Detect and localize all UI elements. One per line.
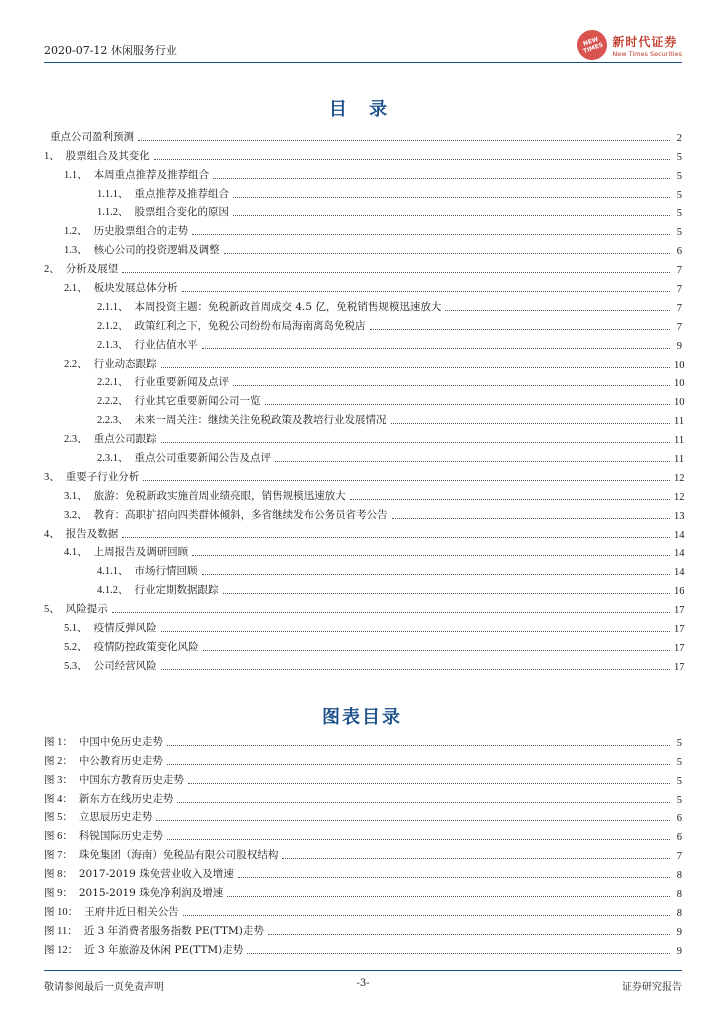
- entry-number: 1、: [44, 150, 60, 162]
- entry-label: [44, 488, 348, 503]
- entry-label: [44, 223, 190, 238]
- entry-text: 市场行情回顾: [134, 565, 198, 578]
- figure-entry[interactable]: [44, 806, 682, 825]
- figure-entry[interactable]: [44, 730, 682, 749]
- entry-label: [44, 507, 390, 522]
- entry-text: 历史股票组合的走势: [93, 225, 189, 238]
- entry-label: [44, 374, 231, 389]
- entry-text: 重点公司跟踪: [93, 433, 157, 446]
- entry-number: 图 5：: [44, 812, 73, 824]
- dot-leader: [161, 668, 670, 670]
- toc-entry[interactable]: [44, 559, 685, 579]
- toc-entry[interactable]: [44, 371, 685, 390]
- entry-label: [44, 431, 159, 446]
- entry-text: 本周投资主题：免税新政首周成交 4.5 亿，免税销售规模迅速放大: [134, 300, 442, 313]
- dot-leader: [161, 366, 670, 368]
- toc-entry[interactable]: [44, 352, 685, 371]
- toc-entry[interactable]: [44, 597, 685, 617]
- entry-number: 5、: [44, 604, 60, 616]
- dot-leader: [154, 158, 670, 160]
- entry-text: 行业其它重要新闻公司一览: [134, 395, 261, 408]
- entry-number: 2.2.3、: [97, 415, 129, 427]
- entry-number: 2、: [44, 264, 60, 276]
- dot-leader: [203, 649, 670, 651]
- entry-label: [44, 620, 159, 635]
- entry-label: [44, 809, 154, 824]
- entry-page-number: 7: [676, 321, 682, 333]
- entry-label: [44, 923, 266, 938]
- entry-number: 5.2、: [64, 641, 88, 653]
- entry-label: [44, 866, 236, 881]
- entry-label: [44, 280, 180, 295]
- dot-leader: [122, 271, 670, 273]
- entry-text: 风险提示: [65, 603, 108, 616]
- dot-leader: [233, 214, 670, 216]
- entry-page-number: 5: [676, 756, 682, 768]
- dot-leader: [268, 933, 670, 935]
- dot-leader: [238, 876, 670, 878]
- entry-label: [44, 772, 186, 787]
- entry-page-number: 17: [674, 624, 685, 636]
- entry-number: 图 9：: [44, 888, 73, 900]
- entry-page-number: 11: [674, 435, 685, 447]
- entry-text: 重点公司盈利预测: [50, 130, 134, 143]
- dot-leader: [213, 177, 670, 179]
- entry-label: [44, 658, 159, 673]
- entry-label: [44, 186, 231, 201]
- entry-text: 本周重点推荐及推荐组合: [93, 168, 210, 181]
- entry-page-number: 7: [676, 284, 682, 296]
- toc-entry[interactable]: [44, 125, 682, 144]
- entry-label: [44, 129, 136, 144]
- entry-label: [44, 942, 245, 957]
- table-of-contents: [44, 125, 685, 673]
- entry-page-number: 14: [674, 567, 685, 579]
- figure-entry[interactable]: [44, 843, 682, 862]
- entry-number: 2.3、: [64, 434, 88, 446]
- entry-label: [44, 885, 225, 900]
- entry-text: 2017-2019 珠免营业收入及增速: [78, 868, 234, 881]
- entry-text: 2015-2019 珠免净利润及增速: [78, 887, 224, 900]
- dot-leader: [233, 384, 670, 386]
- entry-number: 图 1：: [44, 736, 73, 748]
- dot-leader: [183, 914, 670, 916]
- entry-page-number: 11: [674, 454, 685, 466]
- entry-page-number: 10: [674, 378, 685, 390]
- toc-entry[interactable]: [44, 503, 685, 522]
- disclaimer-note: 敬请参阅最后一页免责声明: [44, 982, 164, 993]
- figure-entry[interactable]: [44, 881, 682, 900]
- figure-entry[interactable]: [44, 900, 682, 919]
- entry-page-number: 13: [674, 510, 685, 522]
- header-divider: [44, 62, 682, 63]
- entry-text: 行业估值水平: [134, 338, 198, 351]
- entry-number: 5.1、: [64, 623, 88, 635]
- entry-text: 行业重要新闻及点评: [134, 376, 229, 389]
- entry-number: 4、: [44, 528, 60, 540]
- dot-leader: [227, 895, 670, 897]
- page-number: -3-: [356, 978, 370, 989]
- entry-text: 重点公司重要新闻公告及点评: [134, 452, 271, 465]
- toc-entry[interactable]: [44, 446, 685, 466]
- entry-text: 公司经营风险: [93, 659, 157, 672]
- entry-page-number: 5: [676, 189, 682, 201]
- entry-page-number: 9: [676, 926, 682, 938]
- entry-label: [44, 167, 211, 182]
- toc-entry[interactable]: [44, 295, 682, 314]
- figures-title: 图表目录: [322, 707, 402, 728]
- logo-mark-icon: NEW TIMES: [573, 26, 611, 64]
- entry-number: 2.1.2、: [97, 320, 129, 332]
- entry-number: 4.1、: [64, 547, 88, 559]
- entry-page-number: 9: [676, 945, 682, 957]
- entry-page-number: 17: [674, 661, 685, 673]
- dot-leader: [445, 309, 670, 311]
- entry-text: 行业动态跟踪: [93, 357, 157, 370]
- toc-entry[interactable]: [44, 408, 685, 428]
- entry-number: 2.2.2、: [97, 396, 129, 408]
- toc-entry[interactable]: [44, 616, 685, 636]
- report-type: 证券研究报告: [622, 982, 682, 993]
- entry-number: 2.3.1、: [97, 453, 129, 465]
- entry-number: 图 12：: [44, 944, 79, 956]
- entry-page-number: 5: [676, 737, 682, 749]
- dot-leader: [233, 196, 670, 198]
- entry-page-number: 2: [676, 132, 682, 144]
- entry-number: 2.2、: [64, 358, 88, 370]
- toc-entry[interactable]: [44, 427, 685, 447]
- dot-leader: [167, 838, 670, 840]
- toc-entry[interactable]: [44, 163, 682, 182]
- figure-entry[interactable]: [44, 749, 682, 768]
- entry-page-number: 7: [676, 851, 682, 863]
- entry-number: 2.1.3、: [97, 339, 129, 351]
- entry-text: 立思辰历史走势: [78, 811, 153, 824]
- dot-leader: [192, 554, 670, 556]
- entry-number: 图 6：: [44, 831, 73, 843]
- entry-number: 图 2：: [44, 755, 73, 767]
- entry-number: 1.2、: [64, 226, 88, 238]
- entry-label: [44, 299, 443, 314]
- entry-label: [44, 261, 120, 276]
- figure-entry[interactable]: [44, 787, 682, 806]
- toc-entry[interactable]: [44, 333, 682, 352]
- entry-text: 股票组合变化的原因: [134, 206, 229, 219]
- entry-page-number: 5: [676, 227, 682, 239]
- entry-page-number: 9: [676, 340, 682, 352]
- toc-entry[interactable]: [44, 389, 685, 409]
- entry-number: 3.2、: [64, 509, 88, 521]
- dot-leader: [112, 611, 670, 613]
- entry-number: 图 3：: [44, 774, 73, 786]
- dot-leader: [161, 441, 670, 443]
- entry-label: [44, 601, 110, 616]
- page-header: [44, 30, 682, 60]
- dot-leader: [182, 290, 670, 292]
- entry-number: 1.1.1、: [97, 188, 129, 200]
- toc-entry[interactable]: [44, 541, 685, 560]
- entry-text: 中公教育历史走势: [78, 754, 163, 767]
- entry-number: 图 8：: [44, 869, 73, 881]
- entry-page-number: 17: [674, 605, 685, 617]
- toc-entry[interactable]: [44, 465, 685, 484]
- entry-text: 分析及展望: [65, 263, 119, 276]
- toc-entry[interactable]: [44, 182, 682, 201]
- entry-page-number: 8: [676, 870, 682, 882]
- toc-entry[interactable]: [44, 238, 682, 257]
- logo-chinese-name: 新时代证券: [612, 34, 678, 49]
- company-logo: [577, 30, 682, 60]
- entry-label: [44, 450, 273, 465]
- dot-leader: [247, 952, 670, 954]
- entry-number: 5.3、: [64, 660, 88, 672]
- toc-entry[interactable]: [44, 144, 682, 163]
- entry-page-number: 7: [676, 265, 682, 277]
- entry-page-number: 6: [676, 246, 682, 258]
- footer-divider: [44, 970, 682, 971]
- entry-number: 4.1.1、: [97, 566, 129, 578]
- entry-label: [44, 904, 181, 919]
- figure-entry[interactable]: [44, 862, 682, 881]
- entry-page-number: 5: [676, 151, 682, 163]
- entry-number: 图 10：: [44, 906, 79, 918]
- toc-entry[interactable]: [44, 201, 682, 220]
- entry-page-number: 5: [676, 170, 682, 182]
- dot-leader: [138, 139, 670, 141]
- entry-text: 政策红利之下，免税公司纷纷布局海南离岛免税店: [134, 319, 366, 332]
- entry-label: [44, 544, 190, 559]
- entry-text: 板块发展总体分析: [93, 282, 178, 295]
- dot-leader: [392, 517, 670, 519]
- dot-leader: [275, 460, 670, 462]
- entry-label: [44, 753, 165, 768]
- dot-leader: [177, 801, 670, 803]
- dot-leader: [167, 744, 670, 746]
- toc-entry[interactable]: [44, 578, 685, 598]
- dot-leader: [143, 479, 670, 481]
- entry-page-number: 10: [674, 359, 685, 371]
- entry-number: 图 7：: [44, 850, 73, 862]
- list-of-figures: [44, 730, 682, 957]
- entry-page-number: 14: [674, 548, 685, 560]
- entry-page-number: 14: [674, 529, 685, 541]
- dot-leader: [282, 857, 670, 859]
- entry-number: 2.2.1、: [97, 377, 129, 389]
- entry-page-number: 6: [676, 832, 682, 844]
- toc-title: 目 录: [328, 99, 396, 120]
- entry-label: [44, 639, 201, 654]
- entry-page-number: 5: [676, 775, 682, 787]
- entry-text: 旅游：免税新政实施首周业绩亮眼，销售规模迅速放大: [93, 489, 346, 502]
- toc-entry[interactable]: [44, 219, 682, 238]
- entry-page-number: 12: [674, 472, 685, 484]
- entry-label: [44, 356, 159, 371]
- entry-number: 2.1.1、: [97, 301, 129, 313]
- entry-number: 1.3、: [64, 245, 88, 257]
- entry-label: [44, 469, 141, 484]
- entry-text: 重要子行业分析: [65, 470, 140, 483]
- entry-page-number: 10: [674, 397, 685, 409]
- toc-entry[interactable]: [44, 635, 685, 654]
- toc-entry[interactable]: [44, 314, 682, 333]
- entry-number: 1.1.2、: [97, 207, 129, 219]
- dot-leader: [350, 498, 670, 500]
- entry-text: 王府井近日相关公告: [84, 905, 179, 918]
- entry-text: 股票组合及其变化: [65, 149, 150, 162]
- entry-text: 科锐国际历史走势: [78, 830, 163, 843]
- entry-number: 图 4：: [44, 793, 73, 805]
- toc-entry[interactable]: [44, 484, 685, 503]
- entry-text: 新东方在线历史走势: [78, 792, 174, 805]
- entry-label: [44, 204, 231, 219]
- entry-page-number: 11: [674, 416, 685, 428]
- entry-text: 行业定期数据跟踪: [134, 584, 219, 597]
- dot-leader: [188, 782, 670, 784]
- dot-leader: [370, 328, 671, 330]
- entry-number: 图 11：: [44, 925, 78, 937]
- figure-entry[interactable]: [44, 768, 682, 787]
- entry-label: [44, 393, 263, 408]
- entry-text: 近 3 年旅游及休闲 PE(TTM)走势: [84, 943, 244, 956]
- logo-english-name: New Times Securities: [612, 49, 682, 58]
- entry-label: [44, 242, 222, 257]
- entry-label: [44, 791, 175, 806]
- entry-text: 疫情反弹风险: [93, 622, 157, 635]
- dot-leader: [156, 819, 670, 821]
- figure-entry[interactable]: [44, 919, 682, 938]
- dot-leader: [391, 422, 671, 424]
- dot-leader: [192, 233, 670, 235]
- entry-label: [44, 148, 152, 163]
- entry-text: 报告及数据: [65, 527, 119, 540]
- toc-entry[interactable]: [44, 522, 685, 541]
- entry-number: 3、: [44, 471, 60, 483]
- dot-leader: [265, 403, 671, 405]
- dot-leader: [167, 763, 670, 765]
- figure-entry[interactable]: [44, 938, 682, 957]
- entry-text: 教育：高职扩招向四类群体倾斜，多省继续发布公务员省考公告: [93, 508, 388, 521]
- entry-number: 2.1、: [64, 283, 88, 295]
- entry-page-number: 5: [676, 208, 682, 220]
- entry-page-number: 6: [676, 813, 682, 825]
- figure-entry[interactable]: [44, 824, 682, 843]
- entry-page-number: 12: [674, 491, 685, 503]
- dot-leader: [224, 252, 670, 254]
- entry-label: [44, 337, 200, 352]
- dot-leader: [202, 347, 671, 349]
- entry-page-number: 16: [674, 586, 685, 598]
- report-date-sector: 2020-07-12 休闲服务行业: [44, 44, 177, 57]
- entry-text: 未来一周关注：继续关注免税政策及教培行业发展情况: [134, 414, 387, 427]
- entry-label: [44, 526, 120, 541]
- toc-entry[interactable]: [44, 257, 682, 276]
- dot-leader: [223, 592, 671, 594]
- toc-entry[interactable]: [44, 276, 682, 295]
- entry-label: [44, 734, 165, 749]
- entry-text: 重点推荐及推荐组合: [134, 187, 229, 200]
- entry-text: 中国东方教育历史走势: [78, 773, 184, 786]
- entry-label: [44, 412, 389, 427]
- entry-text: 近 3 年消费者服务指数 PE(TTM)走势: [83, 924, 264, 937]
- entry-label: [44, 563, 200, 578]
- entry-text: 核心公司的投资逻辑及调整: [93, 244, 220, 257]
- entry-text: 珠免集团（海南）免税品有限公司股权结构: [78, 849, 279, 862]
- toc-entry[interactable]: [44, 654, 685, 673]
- entry-page-number: 5: [676, 794, 682, 806]
- dot-leader: [122, 536, 670, 538]
- entry-text: 上周报告及调研回顾: [93, 546, 189, 559]
- entry-page-number: 8: [676, 907, 682, 919]
- entry-label: [44, 847, 280, 862]
- dot-leader: [161, 630, 670, 632]
- entry-label: [44, 828, 165, 843]
- entry-page-number: 7: [676, 302, 682, 314]
- entry-label: [44, 318, 368, 333]
- dot-leader: [202, 573, 671, 575]
- entry-text: 疫情防控政策变化风险: [93, 640, 199, 653]
- entry-page-number: 8: [676, 889, 682, 901]
- entry-number: 4.1.2、: [97, 585, 129, 597]
- entry-label: [44, 582, 221, 597]
- entry-text: 中国中免历史走势: [78, 735, 163, 748]
- entry-number: 3.1、: [64, 490, 88, 502]
- entry-number: 1.1、: [64, 169, 88, 181]
- entry-page-number: 17: [674, 642, 685, 654]
